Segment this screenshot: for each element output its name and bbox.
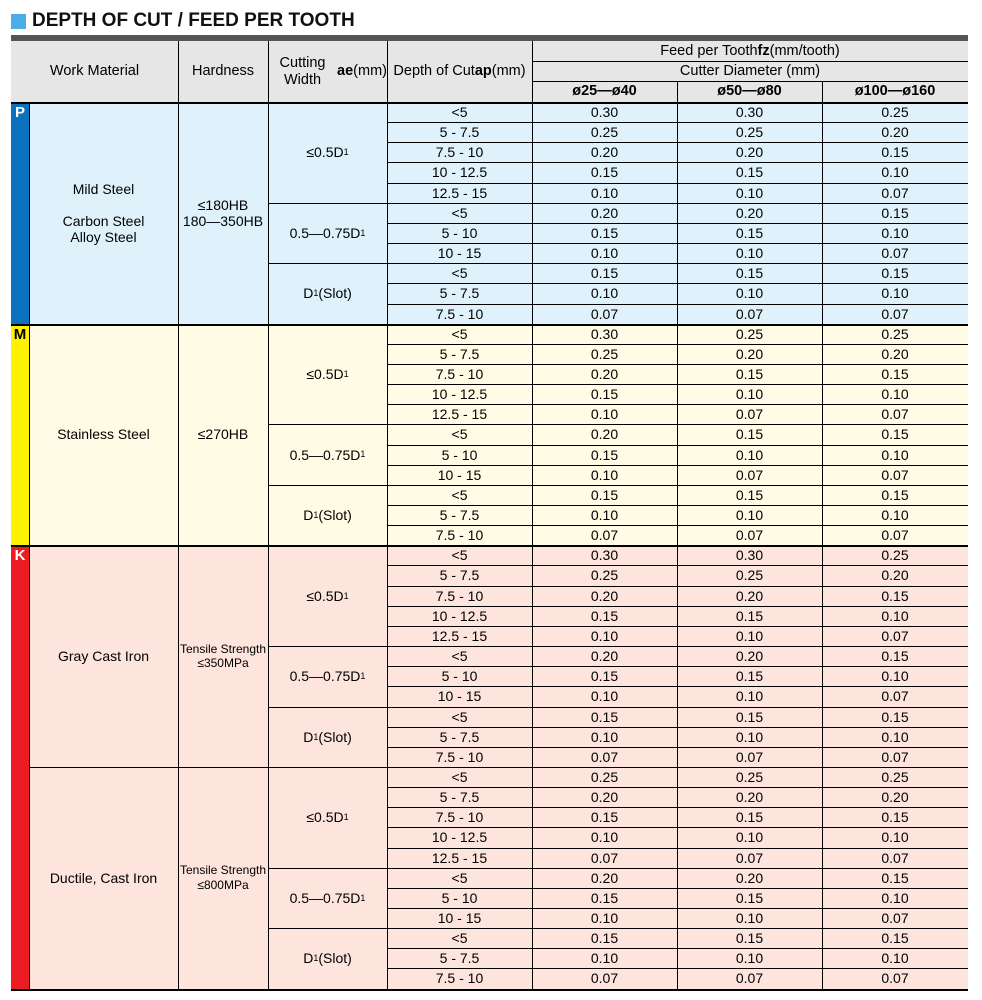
feed-value-cell: 0.07 (881, 748, 909, 765)
iso-bar-M (11, 324, 29, 546)
cutting-width-value: D 1 (Slot) (303, 950, 352, 967)
feed-value-cell: 0.20 (735, 144, 764, 161)
column-divider (677, 102, 678, 989)
feed-value-cell: 0.15 (881, 204, 909, 221)
feed-value-cell: 0.30 (590, 325, 619, 342)
depth-of-cut-cell: 7.5 - 10 (435, 970, 484, 987)
feed-value-cell: 0.07 (590, 970, 619, 987)
cutting-width-value: ≤0.5D 1 (306, 587, 349, 604)
feed-value-cell: 0.07 (881, 970, 909, 987)
feed-value-cell: 0.20 (881, 567, 909, 584)
feed-value-cell: 0.10 (735, 688, 764, 705)
feed-value-cell: 0.15 (590, 486, 619, 503)
feed-value-cell: 0.07 (881, 466, 909, 483)
feed-value-cell: 0.15 (881, 486, 909, 503)
feed-value-cell: 0.15 (590, 224, 619, 241)
depth-of-cut-cell: 5 - 7.5 (439, 285, 480, 302)
depth-of-cut-cell: 5 - 7.5 (439, 124, 480, 141)
width-divider (268, 707, 968, 708)
feed-value-cell: 0.15 (735, 930, 764, 947)
depth-of-cut-cell: <5 (451, 648, 468, 665)
feed-value-cell: 0.20 (735, 648, 764, 665)
header-work-material: Work Material (49, 63, 140, 80)
feed-value-cell: 0.25 (590, 567, 619, 584)
header-bottom-border (11, 102, 968, 104)
feed-value-cell: 0.20 (735, 789, 764, 806)
header-depth-of-cut: Depth of Cut ap (mm) (393, 63, 526, 80)
feed-value-cell: 0.20 (590, 648, 619, 665)
feed-value-cell: 0.10 (590, 466, 619, 483)
feed-value-cell: 0.30 (735, 547, 764, 564)
depth-of-cut-cell: <5 (451, 768, 468, 785)
feed-value-cell: 0.15 (735, 265, 764, 282)
header-diameter-1: ø50—ø80 (717, 83, 782, 100)
feed-value-cell: 0.15 (590, 889, 619, 906)
depth-of-cut-cell: 7.5 - 10 (435, 305, 484, 322)
feed-value-cell: 0.10 (735, 184, 764, 201)
feed-value-cell: 0.15 (735, 889, 764, 906)
depth-of-cut-cell: 10 - 12.5 (431, 386, 488, 403)
feed-value-cell: 0.10 (735, 829, 764, 846)
header-divider (532, 61, 968, 62)
feed-value-cell: 0.20 (590, 144, 619, 161)
depth-of-cut-cell: 10 - 12.5 (431, 829, 488, 846)
iso-label-M: M (13, 325, 27, 343)
feed-value-cell: 0.15 (881, 587, 909, 604)
feed-value-cell: 0.25 (590, 345, 619, 362)
depth-of-cut-cell: 10 - 12.5 (431, 164, 488, 181)
feed-value-cell: 0.30 (735, 104, 764, 121)
work-material-name: Gray Cast Iron (57, 648, 150, 665)
depth-of-cut-cell: 5 - 7.5 (439, 950, 480, 967)
feed-value-cell: 0.07 (735, 970, 764, 987)
feed-value-cell: 0.07 (881, 849, 909, 866)
feed-value-cell: 0.10 (590, 910, 619, 927)
feed-value-cell: 0.20 (590, 426, 619, 443)
cutting-width-value: 0.5—0.75D 1 (289, 668, 366, 685)
feed-value-cell: 0.25 (590, 124, 619, 141)
work-material-name: Mild Steel Carbon Steel Alloy Steel (62, 180, 145, 245)
feed-value-cell: 0.20 (881, 124, 909, 141)
feed-value-cell: 0.10 (881, 507, 909, 524)
feed-value-cell: 0.10 (881, 164, 909, 181)
feed-value-cell: 0.07 (881, 305, 909, 322)
depth-of-cut-cell: 5 - 10 (441, 224, 478, 241)
feed-value-cell: 0.10 (881, 386, 909, 403)
hardness-value: Tensile Strength ≤350MPa (179, 641, 267, 671)
feed-value-cell: 0.20 (735, 587, 764, 604)
feed-value-cell: 0.20 (590, 204, 619, 221)
feed-value-cell: 0.25 (735, 768, 764, 785)
width-divider (268, 424, 968, 425)
feed-value-cell: 0.10 (590, 184, 619, 201)
header-feed-per-tooth: Feed per Tooth fz (mm/tooth) (660, 42, 840, 59)
width-divider (268, 646, 968, 647)
header-column-divider (387, 41, 388, 102)
cutting-width-value: 0.5—0.75D 1 (289, 889, 366, 906)
feed-value-cell: 0.15 (735, 426, 764, 443)
feed-value-cell: 0.15 (590, 809, 619, 826)
material-divider (29, 767, 968, 768)
feed-value-cell: 0.15 (881, 930, 909, 947)
feed-value-cell: 0.07 (735, 849, 764, 866)
cutting-width-value: ≤0.5D 1 (306, 365, 349, 382)
width-divider (268, 868, 968, 869)
header-column-divider (677, 81, 678, 102)
feed-value-cell: 0.25 (735, 325, 764, 342)
column-divider (387, 102, 388, 989)
feed-value-cell: 0.10 (881, 285, 909, 302)
feed-value-cell: 0.15 (881, 708, 909, 725)
depth-of-cut-cell: 10 - 15 (437, 245, 482, 262)
feed-value-cell: 0.15 (590, 265, 619, 282)
title-text: DEPTH OF CUT / FEED PER TOOTH (32, 10, 355, 31)
header-column-divider (178, 41, 179, 102)
work-material-name: Stainless Steel (57, 426, 150, 443)
depth-of-cut-cell: 7.5 - 10 (435, 365, 484, 382)
feed-value-cell: 0.15 (881, 265, 909, 282)
feed-value-cell: 0.15 (881, 648, 909, 665)
feed-value-cell: 0.20 (590, 789, 619, 806)
cutting-width-value: 0.5—0.75D 1 (289, 446, 366, 463)
feed-value-cell: 0.15 (735, 607, 764, 624)
feed-value-cell: 0.10 (881, 224, 909, 241)
feed-value-cell: 0.25 (590, 768, 619, 785)
feed-value-cell: 0.15 (590, 446, 619, 463)
feed-value-cell: 0.15 (735, 365, 764, 382)
header-column-divider (268, 41, 269, 102)
column-divider (268, 102, 269, 989)
feed-value-cell: 0.15 (735, 486, 764, 503)
feed-value-cell: 0.25 (881, 547, 909, 564)
column-divider (29, 102, 30, 989)
feed-value-cell: 0.07 (881, 184, 909, 201)
feed-value-cell: 0.10 (590, 829, 619, 846)
depth-of-cut-cell: 7.5 - 10 (435, 809, 484, 826)
feed-value-cell: 0.20 (590, 365, 619, 382)
feed-value-cell: 0.15 (881, 809, 909, 826)
depth-of-cut-cell: <5 (451, 104, 468, 121)
feed-value-cell: 0.07 (590, 748, 619, 765)
feed-value-cell: 0.10 (735, 245, 764, 262)
feed-value-cell: 0.10 (590, 688, 619, 705)
feed-value-cell: 0.10 (881, 829, 909, 846)
header-column-divider (532, 41, 533, 102)
feed-value-cell: 0.07 (735, 527, 764, 544)
depth-of-cut-cell: 12.5 - 15 (431, 849, 488, 866)
feed-value-cell: 0.25 (881, 104, 909, 121)
column-divider (178, 102, 179, 989)
header-divider (532, 81, 968, 82)
depth-of-cut-cell: 12.5 - 15 (431, 406, 488, 423)
depth-of-cut-cell: <5 (451, 869, 468, 886)
header-diameter-0: ø25—ø40 (572, 83, 637, 100)
header-hardness: Hardness (191, 63, 255, 80)
feed-value-cell: 0.07 (735, 466, 764, 483)
group-divider (11, 545, 968, 547)
feed-value-cell: 0.10 (590, 950, 619, 967)
feed-value-cell: 0.15 (881, 144, 909, 161)
column-divider (532, 102, 533, 989)
work-material-name: Ductile, Cast Iron (49, 869, 158, 886)
iso-label-P: P (14, 104, 25, 121)
depth-of-cut-cell: <5 (451, 708, 468, 725)
hardness-value: Tensile Strength ≤800MPa (179, 863, 267, 892)
feed-value-cell: 0.10 (881, 668, 909, 685)
feed-value-cell: 0.15 (590, 668, 619, 685)
depth-of-cut-cell: <5 (451, 204, 468, 221)
feed-value-cell: 0.10 (735, 728, 764, 745)
feed-value-cell: 0.15 (735, 708, 764, 725)
feed-value-cell: 0.25 (881, 768, 909, 785)
iso-bar-P (11, 102, 29, 324)
depth-of-cut-cell: 7.5 - 10 (435, 748, 484, 765)
depth-of-cut-cell: 5 - 10 (441, 446, 478, 463)
cutting-width-value: 0.5—0.75D 1 (289, 224, 366, 241)
width-divider (268, 485, 968, 486)
feed-value-cell: 0.15 (881, 365, 909, 382)
feed-value-cell: 0.07 (881, 627, 909, 644)
feed-value-cell: 0.15 (735, 224, 764, 241)
feed-value-cell: 0.15 (881, 869, 909, 886)
depth-of-cut-cell: 10 - 12.5 (431, 607, 488, 624)
cutting-width-value: D 1 (Slot) (303, 285, 352, 302)
feed-value-cell: 0.10 (590, 627, 619, 644)
feed-value-cell: 0.10 (590, 406, 619, 423)
feed-value-cell: 0.10 (735, 950, 764, 967)
feed-value-cell: 0.10 (735, 386, 764, 403)
feed-value-cell: 0.25 (881, 325, 909, 342)
width-divider (268, 203, 968, 204)
feed-value-cell: 0.20 (881, 789, 909, 806)
feed-value-cell: 0.10 (735, 627, 764, 644)
feed-value-cell: 0.15 (735, 809, 764, 826)
iso-bar-K (11, 545, 29, 988)
depth-of-cut-cell: <5 (451, 426, 468, 443)
feed-value-cell: 0.25 (735, 567, 764, 584)
cutting-width-value: D 1 (Slot) (303, 728, 352, 745)
feed-value-cell: 0.10 (735, 285, 764, 302)
feed-value-cell: 0.15 (590, 386, 619, 403)
feed-value-cell: 0.07 (590, 849, 619, 866)
feed-value-cell: 0.10 (735, 446, 764, 463)
depth-of-cut-cell: 10 - 15 (437, 910, 482, 927)
feed-value-cell: 0.07 (881, 688, 909, 705)
feed-value-cell: 0.10 (590, 285, 619, 302)
depth-of-cut-cell: 5 - 10 (441, 668, 478, 685)
feed-value-cell: 0.30 (590, 104, 619, 121)
header-diameter-2: ø100—ø160 (854, 83, 936, 100)
depth-of-cut-cell: <5 (451, 325, 468, 342)
feed-value-cell: 0.20 (881, 345, 909, 362)
hardness-value: ≤270HB (197, 426, 249, 443)
depth-of-cut-cell: 5 - 7.5 (439, 789, 480, 806)
feed-value-cell: 0.10 (735, 910, 764, 927)
feed-value-cell: 0.07 (735, 305, 764, 322)
cutting-width-value: D 1 (Slot) (303, 507, 352, 524)
feed-value-cell: 0.07 (735, 406, 764, 423)
feed-value-cell: 0.07 (881, 245, 909, 262)
header-column-divider (822, 81, 823, 102)
header-cutter-diameter: Cutter Diameter (mm) (679, 62, 821, 79)
feed-value-cell: 0.15 (735, 164, 764, 181)
depth-of-cut-cell: 10 - 15 (437, 466, 482, 483)
feed-value-cell: 0.20 (590, 869, 619, 886)
column-divider (822, 102, 823, 989)
depth-of-cut-cell: 12.5 - 15 (431, 627, 488, 644)
hardness-value: ≤180HB 180—350HB (182, 196, 264, 229)
feed-value-cell: 0.30 (590, 547, 619, 564)
width-divider (268, 263, 968, 264)
depth-of-cut-cell: 12.5 - 15 (431, 184, 488, 201)
feed-value-cell: 0.10 (881, 728, 909, 745)
feed-value-cell: 0.10 (881, 950, 909, 967)
feed-value-cell: 0.07 (590, 527, 619, 544)
group-divider (11, 324, 968, 326)
feed-value-cell: 0.10 (590, 728, 619, 745)
depth-of-cut-cell: 7.5 - 10 (435, 527, 484, 544)
feed-value-cell: 0.15 (590, 930, 619, 947)
table-bottom-border (11, 989, 968, 991)
feed-value-cell: 0.25 (735, 124, 764, 141)
width-divider (268, 928, 968, 929)
depth-of-cut-cell: <5 (451, 486, 468, 503)
feed-value-cell: 0.07 (590, 305, 619, 322)
depth-of-cut-cell: 5 - 7.5 (439, 345, 480, 362)
feed-value-cell: 0.15 (590, 607, 619, 624)
feed-value-cell: 0.15 (590, 708, 619, 725)
feed-value-cell: 0.10 (881, 446, 909, 463)
feed-value-cell: 0.15 (590, 164, 619, 181)
feed-value-cell: 0.10 (590, 245, 619, 262)
depth-of-cut-cell: 5 - 7.5 (439, 728, 480, 745)
feed-value-cell: 0.10 (590, 507, 619, 524)
feed-value-cell: 0.20 (735, 345, 764, 362)
iso-label-K: K (14, 547, 26, 565)
feed-value-cell: 0.20 (590, 587, 619, 604)
feed-value-cell: 0.07 (881, 910, 909, 927)
feed-value-cell: 0.07 (735, 748, 764, 765)
depth-of-cut-cell: <5 (451, 265, 468, 282)
cutting-width-value: ≤0.5D 1 (306, 144, 349, 161)
depth-of-cut-cell: <5 (451, 930, 468, 947)
feed-value-cell: 0.20 (735, 869, 764, 886)
cutting-width-value: ≤0.5D 1 (306, 809, 349, 826)
feed-value-cell: 0.20 (735, 204, 764, 221)
feed-value-cell: 0.07 (881, 406, 909, 423)
depth-of-cut-cell: 5 - 10 (441, 889, 478, 906)
depth-of-cut-cell: 7.5 - 10 (435, 144, 484, 161)
feed-value-cell: 0.07 (881, 527, 909, 544)
feed-value-cell: 0.10 (881, 607, 909, 624)
feed-value-cell: 0.10 (735, 507, 764, 524)
feed-value-cell: 0.15 (735, 668, 764, 685)
depth-of-cut-cell: 5 - 7.5 (439, 567, 480, 584)
depth-of-cut-cell: 10 - 15 (437, 688, 482, 705)
depth-of-cut-cell: 5 - 7.5 (439, 507, 480, 524)
feed-value-cell: 0.10 (881, 889, 909, 906)
header-cutting-width: Cutting Width ae (mm) (279, 54, 387, 88)
feed-value-cell: 0.15 (881, 426, 909, 443)
depth-of-cut-cell: 7.5 - 10 (435, 587, 484, 604)
depth-of-cut-cell: <5 (451, 547, 468, 564)
